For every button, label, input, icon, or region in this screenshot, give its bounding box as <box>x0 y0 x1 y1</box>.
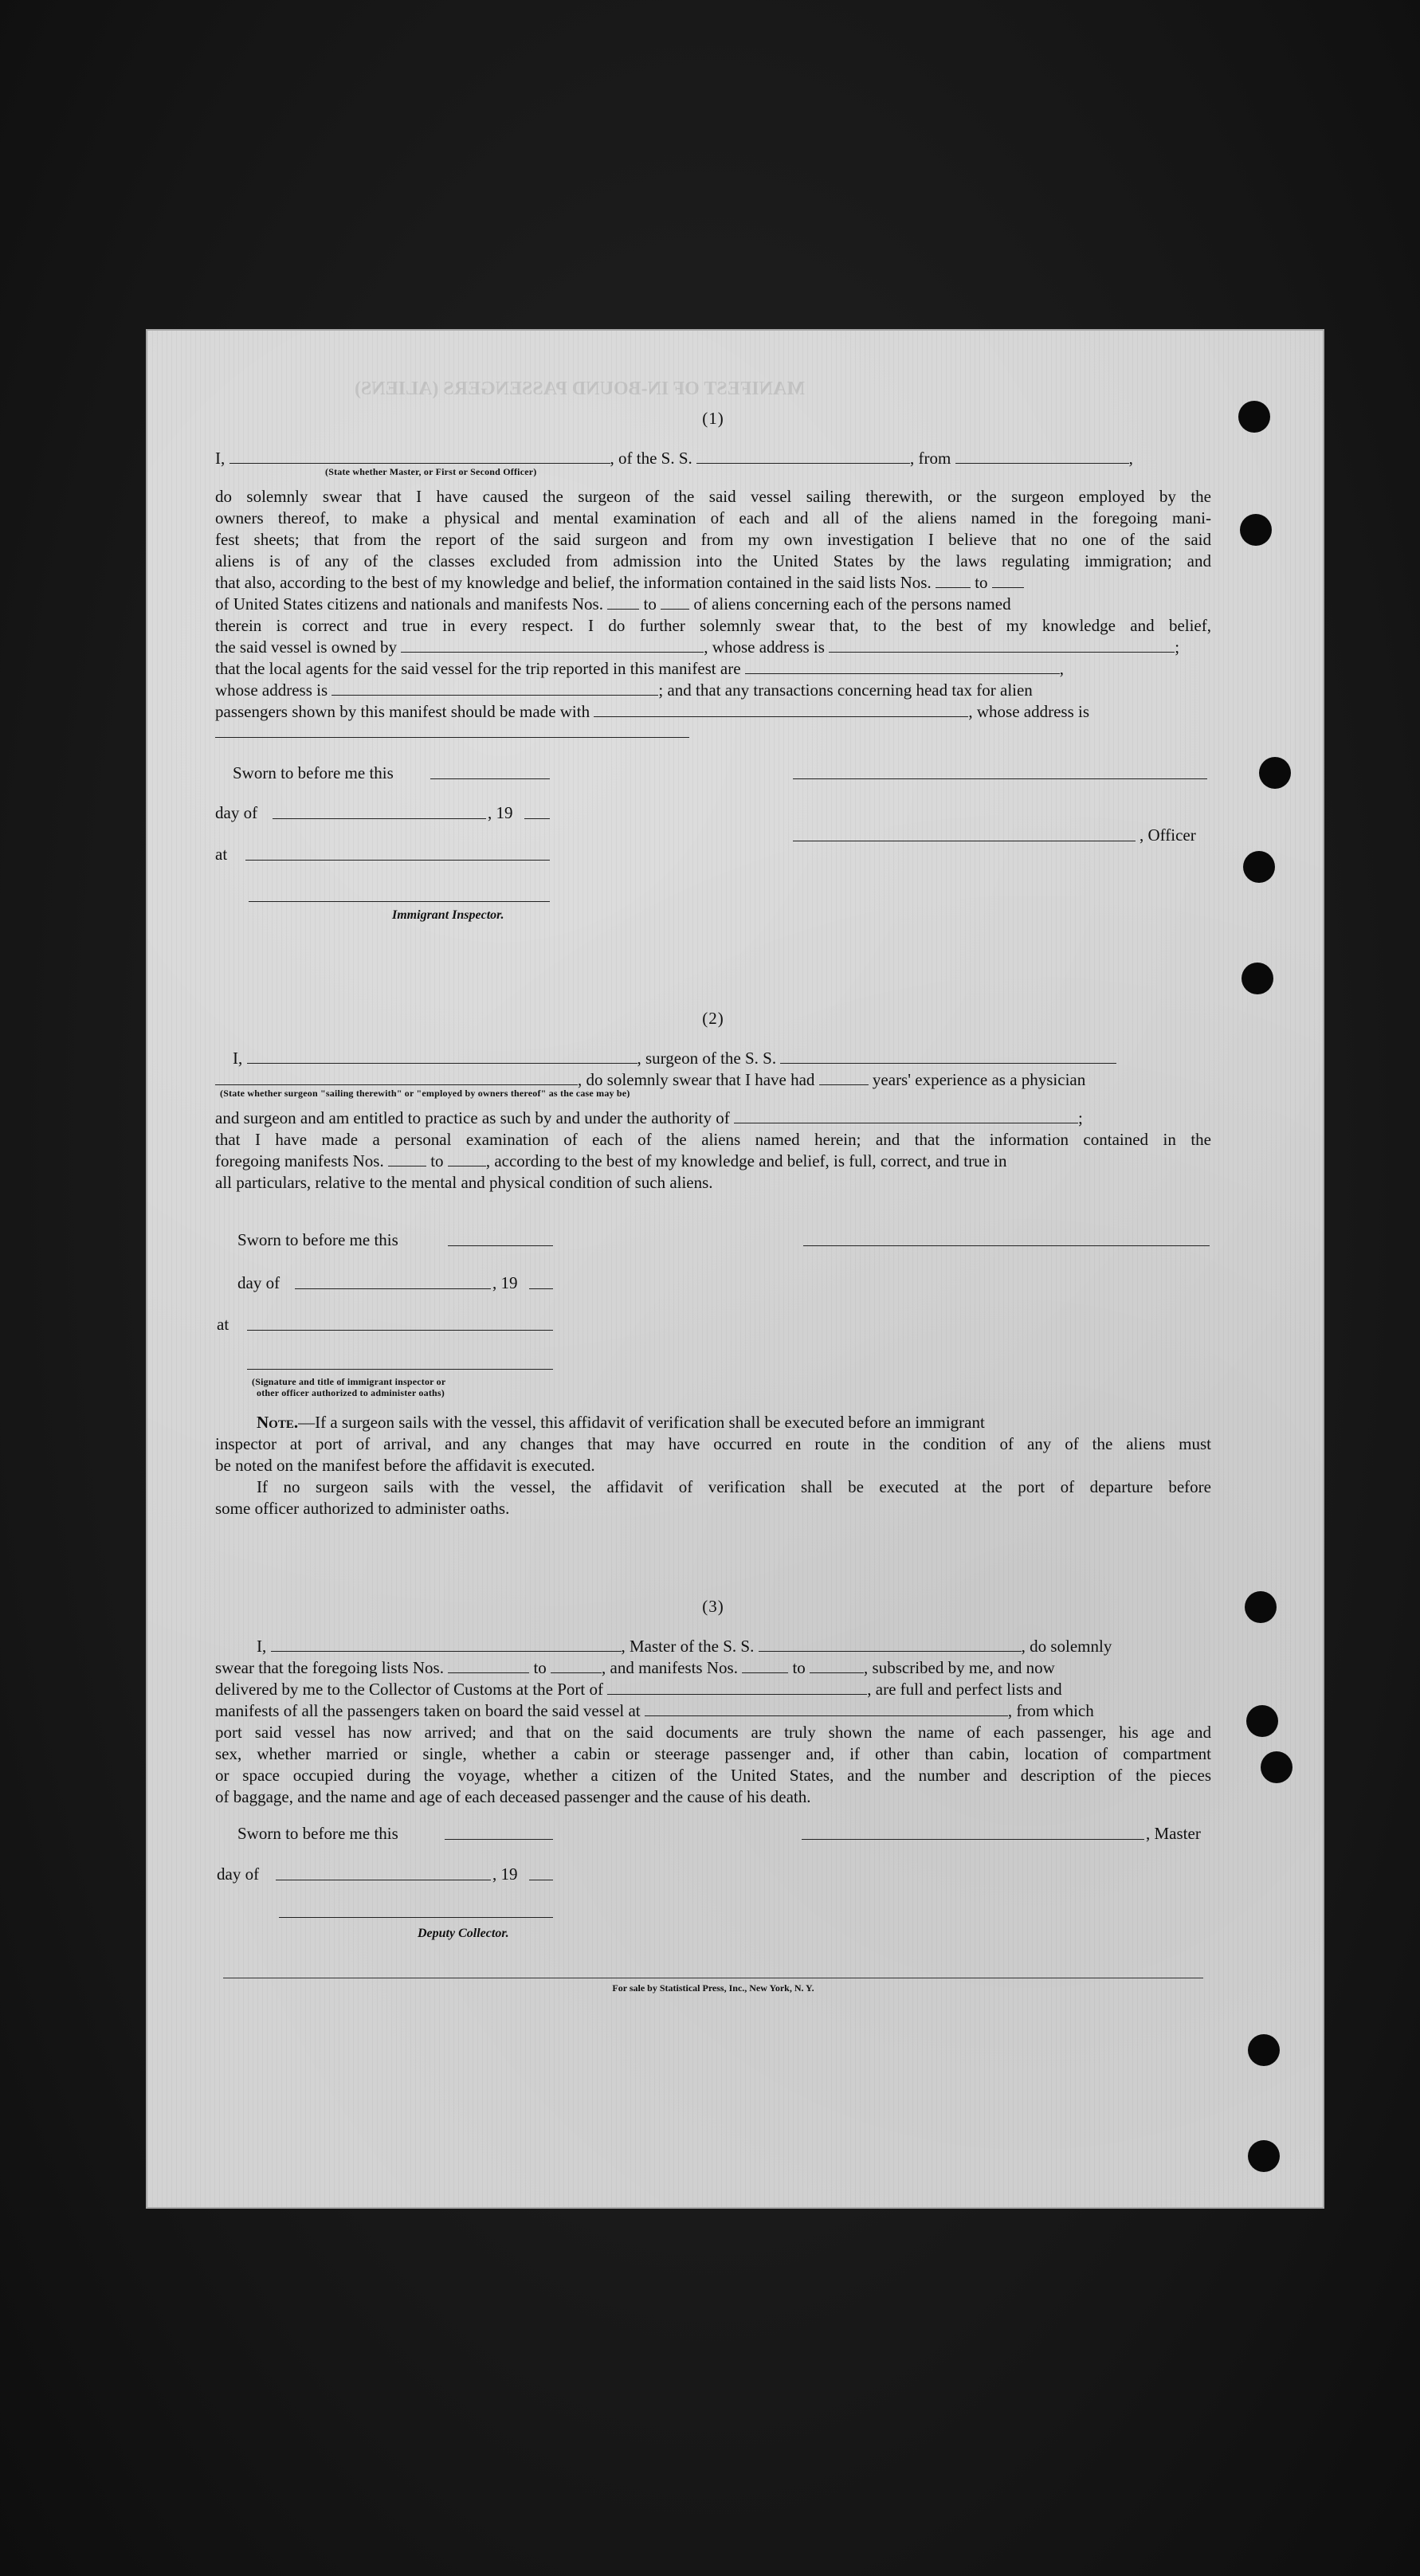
body-line: the said vessel is owned by , whose address is ; <box>215 637 1180 657</box>
bleed-through-text: MANIFEST OF IN-BOUND PASSENGERS (ALIENS) <box>355 378 805 399</box>
lists-to-field[interactable] <box>551 1658 602 1673</box>
day-of-label: day of <box>215 803 258 822</box>
section-number: (1) <box>702 409 724 428</box>
body-line: swear that the foregoing lists Nos. to , and manifests Nos. to , subscribed by me, and now <box>215 1658 1055 1677</box>
sworn-label: Sworn to before me this <box>237 1230 398 1249</box>
printer-credit: For sale by Statistical Press, Inc., New York, N. Y. <box>612 1982 814 1994</box>
manifests-to-field[interactable] <box>810 1658 864 1673</box>
lists-from-field[interactable] <box>448 1658 529 1673</box>
line-surgeon-oath-2: , do solemnly swear that I have had years' experience as a physician <box>215 1069 1211 1090</box>
body-line: sex, whether married or single, whether a cabin or steerage passenger and, if other than cabin, location of compartment <box>215 1744 1211 1763</box>
at-label: at <box>217 1315 229 1334</box>
punch-hole <box>1243 851 1275 883</box>
sworn-label: Sworn to before me this <box>237 1824 398 1843</box>
section-3 <box>215 0 1211 1992</box>
day-of-label: day of <box>237 1273 280 1292</box>
note-line: inspector at port of arrival, and any changes that may have occurred en route in the condition of any of the aliens must <box>215 1434 1211 1453</box>
immigrant-inspector-caption: Immigrant Inspector. <box>392 908 504 922</box>
note-label: Note. <box>257 1413 299 1432</box>
body-line: all particulars, relative to the mental and physical condition of such aliens. <box>215 1173 713 1192</box>
punch-hole <box>1259 757 1291 789</box>
punch-hole <box>1246 1705 1278 1737</box>
body-line: aliens is of any of the classes excluded from admission into the United States by the laws regulating immigration; and <box>215 551 1211 570</box>
punch-hole <box>1248 2140 1280 2172</box>
year-label: , 19 <box>488 803 513 822</box>
body-line: passengers shown by this manifest should be made with , whose address is <box>215 702 1090 721</box>
manifests-from-field[interactable] <box>742 1658 788 1673</box>
master-label: , Master <box>1146 1824 1201 1843</box>
note-line: some officer authorized to administer oaths. <box>215 1499 510 1518</box>
punch-hole <box>1245 1591 1277 1623</box>
body-line: whose address is ; and that any transactions concerning head tax for alien <box>215 680 1033 700</box>
punch-hole <box>1240 514 1272 546</box>
body-line: of baggage, and the name and age of each deceased passenger and the cause of his death. <box>215 1787 811 1806</box>
body-line: of United States citizens and nationals and manifests Nos. to of aliens concerning each of the persons named <box>215 594 1011 614</box>
line-master-delivery: I, , Master of the S. S. , do solemnly <box>257 1637 1112 1656</box>
rank-caption: (State whether Master, or First or Second Officer) <box>325 466 537 477</box>
body-line: foregoing manifests Nos. to , according to the best of my knowledge and belief, is full, correct, and true in <box>215 1151 1007 1170</box>
line-master-oath: I, , of the S. S. , from , <box>215 449 1133 468</box>
section-number: (3) <box>702 1597 724 1616</box>
body-line: do solemnly swear that I have caused the surgeon of the said vessel sailing therewith, or the surgeon employed by the <box>215 487 1211 506</box>
body-line: and surgeon and am entitled to practice as such by and under the authority of ; <box>215 1108 1083 1127</box>
master-signature-line[interactable] <box>802 1839 1144 1840</box>
sworn-date-line[interactable] <box>445 1839 553 1840</box>
note-line: Note.—If a surgeon sails with the vessel, this affidavit of verification shall be executed before an immigrant <box>257 1413 985 1432</box>
at-label: at <box>215 845 228 864</box>
body-line: fest sheets; that from the report of the said surgeon and from my own investigation I believe that no one of the said <box>215 530 1211 549</box>
body-line: port said vessel has now arrived; and that on the said documents are truly shown the name of each passenger, his age and <box>215 1723 1211 1742</box>
signature-caption: (Signature and title of immigrant inspector or <box>252 1376 446 1387</box>
master-name-field[interactable] <box>271 1637 622 1652</box>
sworn-label: Sworn to before me this <box>233 763 394 782</box>
body-line: owners thereof, to make a physical and mental examination of each and all of the aliens named in the foregoing mani- <box>215 508 1211 527</box>
punch-hole <box>1261 1751 1293 1783</box>
note-line: be noted on the manifest before the affidavit is executed. <box>215 1456 595 1475</box>
master-ship-field[interactable] <box>759 1637 1022 1652</box>
punch-hole <box>1242 963 1273 994</box>
year-label: , 19 <box>492 1273 518 1292</box>
punch-hole <box>1238 401 1270 433</box>
boarding-port-field[interactable] <box>645 1701 1008 1716</box>
surgeon-caption: (State whether surgeon "sailing therewith" or "employed by owners thereof" as the case may be) <box>220 1088 630 1099</box>
body-line: or space occupied during the voyage, whether a citizen of the United States, and the number and description of the pieces <box>215 1766 1211 1785</box>
body-line: manifests of all the passengers taken on board the said vessel at , from which <box>215 1701 1094 1720</box>
deputy-collector-signature-line[interactable] <box>279 1917 553 1918</box>
port-field[interactable] <box>607 1680 867 1695</box>
year-label: , 19 <box>492 1864 518 1884</box>
punch-hole <box>1248 2034 1280 2066</box>
body-line: therein is correct and true in every respect. I do further solemnly swear that, to the best of my knowledge and belief, <box>215 616 1211 635</box>
deputy-collector-caption: Deputy Collector. <box>418 1927 509 1940</box>
section-number: (2) <box>702 1009 724 1028</box>
note-line: If no surgeon sails with the vessel, the affidavit of verification shall be executed at the port of departure before <box>257 1477 1211 1496</box>
body-line: that also, according to the best of my knowledge and belief, the information contained in the said lists Nos. to <box>215 572 1211 593</box>
body-line: that I have made a personal examination of each of the aliens named herein; and that the information contained in the <box>215 1130 1211 1149</box>
signature-caption: other officer authorized to administer oaths) <box>257 1387 445 1398</box>
body-line: that the local agents for the said vessel for the trip reported in this manifest are , <box>215 659 1065 678</box>
body-line: delivered by me to the Collector of Customs at the Port of , are full and perfect lists and <box>215 1680 1062 1699</box>
day-of-label: day of <box>217 1864 260 1884</box>
officer-label: , Officer <box>1140 825 1196 845</box>
line-surgeon-oath: I, , surgeon of the S. S. <box>215 1048 1211 1068</box>
